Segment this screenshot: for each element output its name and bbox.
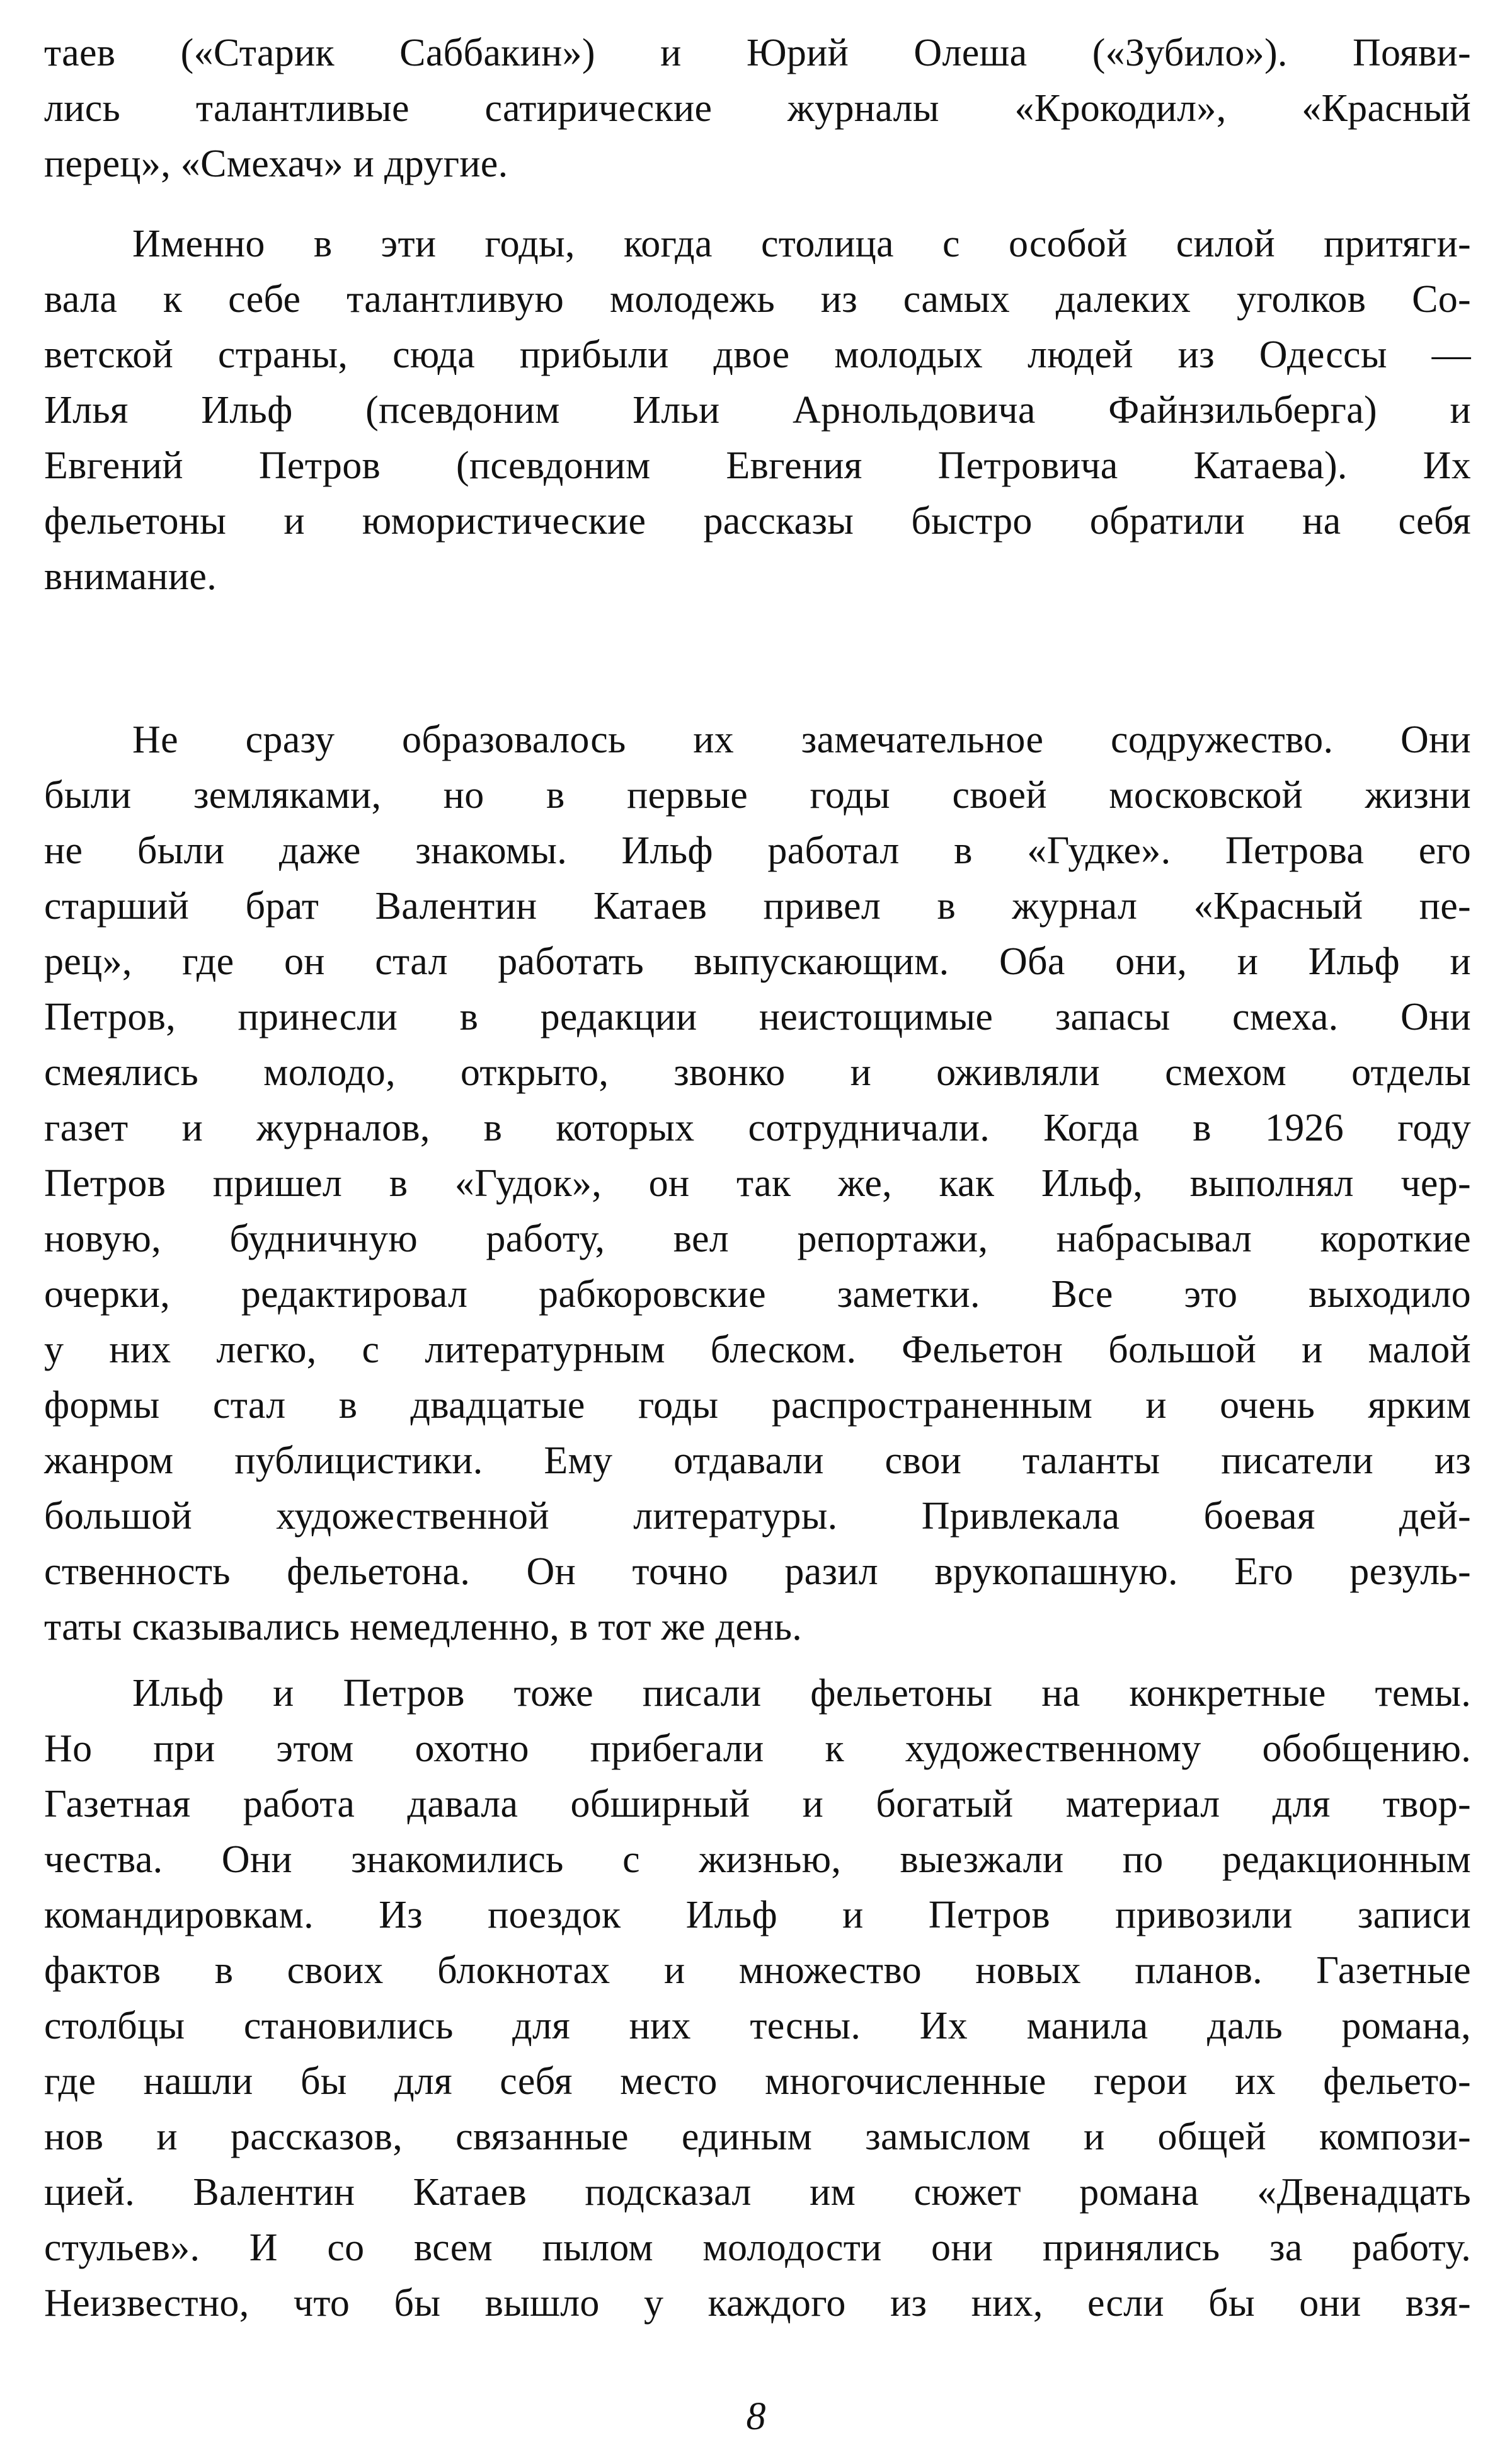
text-line: перец», «Смехач» и другие.	[44, 142, 508, 185]
text-line: Но при этом охотно прибегали к художественному обобщению.	[44, 1727, 1471, 1770]
text-line: таев («Старик Саббакин») и Юрий Олеша («Зубило»). Появи-	[44, 32, 1471, 74]
text-line: большой художественной литературы. Привлекала боевая дей-	[44, 1495, 1471, 1538]
text-line: ветской страны, сюда прибыли двое молодых людей из Одессы —	[44, 333, 1471, 376]
text-line: фактов в своих блокнотах и множество новых планов. Газетные	[44, 1949, 1471, 1992]
text-line: ственность фельетона. Он точно разил врукопашную. Его резуль-	[44, 1550, 1471, 1593]
text-line: были земляками, но в первые годы своей московской жизни	[44, 774, 1471, 817]
text-line: чества. Они знакомились с жизнью, выезжали по редакционным	[44, 1838, 1471, 1881]
text-line: вала к себе талантливую молодежь из самых далеких уголков Со-	[44, 278, 1471, 321]
text-line: рец», где он стал работать выпускающим. Оба они, и Ильф и	[44, 940, 1471, 983]
text-line: внимание.	[44, 555, 217, 598]
text-line: таты сказывались немедленно, в тот же день.	[44, 1606, 803, 1648]
text-line: не были даже знакомы. Ильф работал в «Гудке». Петрова его	[44, 829, 1471, 872]
text-line: стульев». И со всем пылом молодости они принялись за работу.	[44, 2226, 1471, 2269]
text-line: нов и рассказов, связанные единым замыслом и общей компози-	[44, 2115, 1471, 2158]
text-line: газет и журналов, в которых сотрудничали. Когда в 1926 году	[44, 1107, 1471, 1149]
text-line: новую, будничную работу, вел репортажи, набрасывал короткие	[44, 1217, 1471, 1260]
text-line: где нашли бы для себя место многочисленные герои их фельето-	[44, 2060, 1471, 2103]
text-line: Петров пришел в «Гудок», он так же, как Ильф, выполнял чер-	[44, 1162, 1471, 1205]
text-line: Не сразу образовалось их замечательное содружество. Они	[132, 718, 1471, 761]
book-page	[44, 25, 1471, 2420]
paragraph-3	[44, 712, 1471, 1655]
text-line: формы стал в двадцатые годы распространенным и очень ярким	[44, 1384, 1471, 1427]
text-line: лись талантливые сатирические журналы «Крокодил», «Красный	[44, 87, 1471, 130]
text-line: Именно в эти годы, когда столица с особой силой притяги-	[132, 222, 1471, 265]
paragraph-4	[44, 1665, 1471, 2331]
page-number: 8	[746, 2395, 766, 2438]
text-line: столбцы становились для них тесны. Их манила даль романа,	[44, 2004, 1471, 2047]
text-line: очерки, редактировал рабкоровские заметки. Все это выходило	[44, 1273, 1471, 1316]
text-line: у них легко, с литературным блеском. Фельетон большой и малой	[44, 1328, 1471, 1371]
text-line: Илья Ильф (псевдоним Ильи Арнольдовича Файнзильберга) и	[44, 389, 1471, 432]
text-line: жанром публицистики. Ему отдавали свои таланты писатели из	[44, 1439, 1471, 1482]
text-line: командировкам. Из поездок Ильф и Петров привозили записи	[44, 1894, 1471, 1936]
text-line: Евгений Петров (псевдоним Евгения Петровича Катаева). Их	[44, 444, 1471, 487]
text-line: фельетоны и юмористические рассказы быстро обратили на себя	[44, 500, 1471, 543]
text-line: Петров, принесли в редакции неистощимые запасы смеха. Они	[44, 996, 1471, 1038]
text-line: Ильф и Петров тоже писали фельетоны на конкретные темы.	[132, 1672, 1471, 1715]
text-line: старший брат Валентин Катаев привел в журнал «Красный пе-	[44, 885, 1471, 928]
text-line: Газетная работа давала обширный и богатый материал для твор-	[44, 1783, 1471, 1826]
text-line: цией. Валентин Катаев подсказал им сюжет романа «Двенадцать	[44, 2171, 1471, 2214]
paragraph-2	[44, 216, 1471, 604]
text-line: Неизвестно, что бы вышло у каждого из них, если бы они взя-	[44, 2282, 1471, 2325]
paragraph-1	[44, 25, 1471, 192]
text-line: смеялись молодо, открыто, звонко и оживляли смехом отделы	[44, 1051, 1471, 1094]
